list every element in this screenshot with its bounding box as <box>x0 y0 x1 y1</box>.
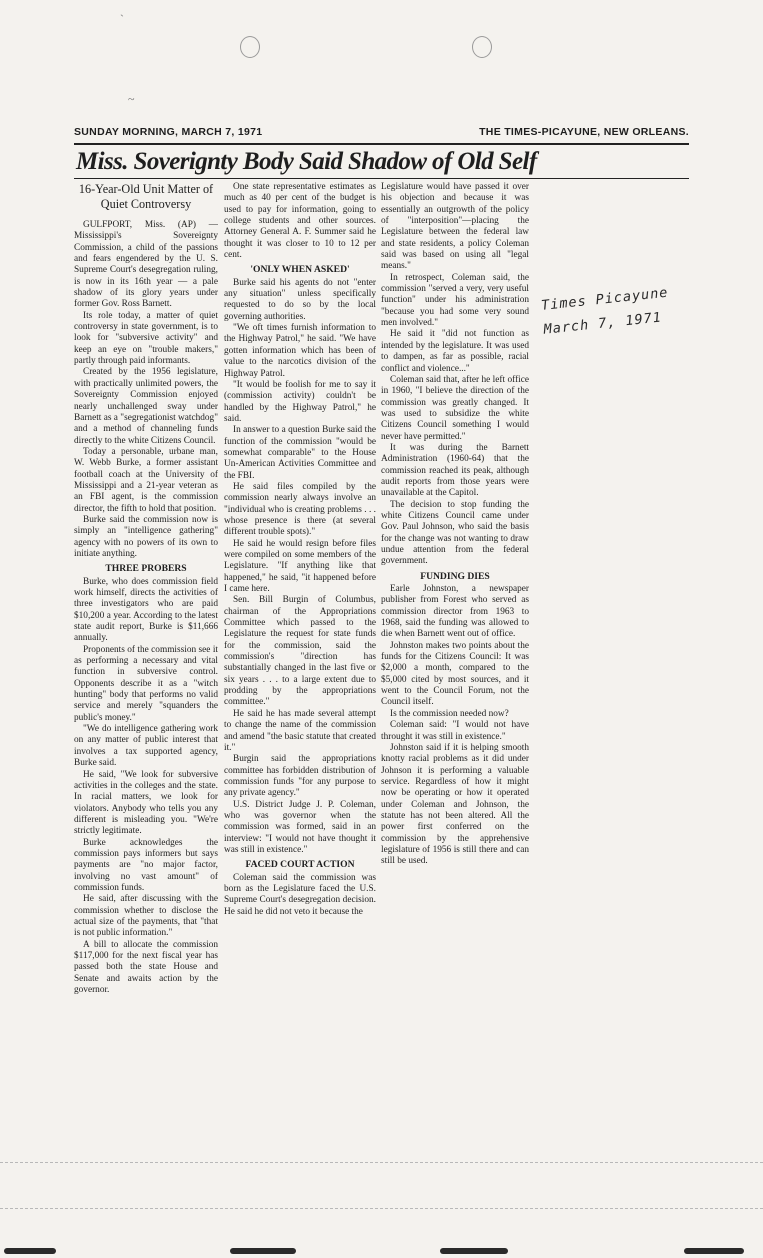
paragraph: In retrospect, Coleman said, the commission "served a very, very useful function" under his administration "because you had some very sound men involved." <box>381 272 529 329</box>
paragraph: Legislature would have passed it over his objection and because it was essentially an outgrowth of the policy of "interposition"—placing the Legislature between the federal law and state residents, a policy Coleman said was based on using all "legal means." <box>381 182 529 272</box>
paragraph: "We oft times furnish information to the Highway Patrol," he said. "We have gotten information which has been of value to the narcotics division of the Highway Patrol. <box>224 323 376 379</box>
paragraph: In answer to a question Burke said the function of the commission "would be somewhat comparable" to the House Un-American Activities Committee and the FBI. <box>224 425 376 481</box>
scan-smudge <box>4 1248 56 1254</box>
paragraph: Proponents of the commission see it as performing a necessary and vital function in subversive control. Opponents describe it as a "witch hunting" body that performs no valid service and merely "squanders the public's money." <box>74 644 218 723</box>
paragraph: It was during the Barnett Administration (1960-64) that the commission reached its peak, although audit reports from those years were unavailable at the Capitol. <box>381 442 529 499</box>
newspaper-name: THE TIMES-PICAYUNE, NEW ORLEANS. <box>479 126 689 138</box>
paragraph: He said, after discussing with the commission whether to disclose the actual size of the payments, that "that is not public information." <box>74 894 218 939</box>
article-column-1 <box>74 182 218 1112</box>
paragraph: Burgin said the appropriations committee has forbidden distribution of commission funds "for any purpose to any private agency." <box>224 754 376 799</box>
paragraph: Is the commission needed now? <box>390 708 509 719</box>
paragraph: He said he has made several attempt to change the name of the commission and amend "the basic statute that created it." <box>224 708 376 753</box>
subhead: THREE PROBERS <box>105 563 187 575</box>
paragraph: Burke acknowledges the commission pays informers but says payments are "no major factor, involving no vast amount" of commission funds. <box>74 837 218 893</box>
page-header <box>74 124 689 140</box>
punch-hole-right <box>472 36 492 58</box>
scan-smudge <box>684 1248 744 1254</box>
scan-mark: ~ <box>128 92 135 106</box>
paragraph: Johnston makes two points about the funds for the Citizens Council: It was $2,000 a month, compared to the $5,000 cited by most sources, and it went to the Council Forum, not the Council itself. <box>381 640 529 708</box>
article-column-3 <box>381 182 529 1012</box>
scan-smudge <box>440 1248 508 1254</box>
subhead: FUNDING DIES <box>420 570 490 582</box>
paragraph: Coleman said that, after he left office in 1960, "I believe the direction of the commission was greatly changed. It was used to subsidize the white Citizens Council something I would never have permitted." <box>381 374 529 442</box>
headline: Miss. Soverignty Body Said Shadow of Old Self <box>76 148 537 175</box>
paragraph: Coleman said the commission was born as the Legislature faced the U.S. Supreme Court's desegregation decision. He said he did not veto it because the <box>224 872 376 917</box>
paragraph: He said it "did not function as intended by the legislature. It was used to dampen, as far as possible, racial conflict and violence..." <box>381 329 529 374</box>
paragraph: GULFPORT, Miss. (AP) — Mississippi's Sovereignty Commission, a child of the passions and fears engendered by the U. S. Supreme Court's desegregation ruling, is now in its 16th year — a pale shadow of its glory years under former Gov. Ross Barnett. <box>74 220 218 310</box>
paragraph: "We do intelligence gathering work on any matter of public interest that involves a tax supported agency, Burke said. <box>74 724 218 769</box>
article-column-2 <box>224 182 376 1012</box>
paragraph: Coleman said: "I would not have throught it was still in existence." <box>381 720 529 742</box>
headline-rule <box>74 178 689 179</box>
article-deck: 16-Year-Old Unit Matter of Quiet Controversy <box>78 182 214 211</box>
scan-mark: ` <box>120 12 124 26</box>
paragraph: Burke, who does commission field work himself, directs the activities of three investigators who are paid $10,200 a year. According to the latest state audit report, Burke is $11,666 annually. <box>74 576 218 644</box>
paragraph: Burke said the commission now is simply an "intelligence gathering" agency with no powers of its own to initiate anything. <box>74 514 218 559</box>
fold-line <box>0 1208 763 1209</box>
subhead: FACED COURT ACTION <box>245 859 355 871</box>
paragraph: He said files compiled by the commission nearly always involve an "individual who is creating problems . . . whose presence is there (at several different trouble spots)." <box>224 481 376 538</box>
paragraph: Earle Johnston, a newspaper publisher from Forest who served as commission director from 1963 to 1968, said the funding was allowed to die when Barnett went out of office. <box>381 584 529 640</box>
subhead: 'ONLY WHEN ASKED' <box>250 264 350 276</box>
paragraph: Created by the 1956 legislature, with practically unlimited powers, the Sovereignty Commission enjoyed nearly unchallenged sway under Barnett as a "segregationist watchdog" and a method of channeling funds directly to the white Citizens Council. <box>74 367 218 446</box>
paragraph: The decision to stop funding the white Citizens Council came under Gov. Paul Johnson, who said the basis for the change was not wanting to draw undue attention from the federal government. <box>381 499 529 567</box>
paragraph: One state representative estimates as much as 40 per cent of the budget is used to pay for information, going to college students and other sources. Attorney General A. F. Summer said he thought it was closer to 10 to 12 per cent. <box>224 182 376 261</box>
paragraph: Its role today, a matter of quiet controversy in state government, is to look for "subversive activity" and keep an eye on "trouble makers," partly through paid informants. <box>74 310 218 367</box>
paragraph: U.S. District Judge J. P. Coleman, who was governor when the commission was formed, said in an interview: "I would not have thought it was still in existence." <box>224 799 376 855</box>
paragraph: Burke said his agents do not "enter any situation" unless specifically requested to do so by the local governing authorities. <box>224 277 376 322</box>
paragraph: Today a personable, urbane man, W. Webb Burke, a former assistant football coach at the University of Mississippi and a 21-year veteran as an FBI agent, is the commission director, the fifth to hold that position. <box>74 446 218 514</box>
handwritten-line: Times Picayune <box>540 284 670 314</box>
paragraph: A bill to allocate the commission $117,000 for the next fiscal year has passed both the state House and Senate and awaits action by the governor. <box>74 939 218 996</box>
paragraph: He said, "We look for subversive activities in the colleges and the state. In racial matters, we look for violators. Anybody who tells you any different is misleading you. "We're strictly legitimate. <box>74 769 218 837</box>
handwritten-line: March 7, 1971 <box>542 309 663 338</box>
handwritten-note <box>540 276 714 342</box>
paragraph: Sen. Bill Burgin of Columbus, chairman of the Appropriations Committee which passed to the Legislature the request for state funds for the commission, said the commission's "direction has substantially changed in the last five or six years . . . to a large extent due to prodding by the appropriations committee." <box>224 595 376 708</box>
issue-date: SUNDAY MORNING, MARCH 7, 1971 <box>74 126 263 138</box>
paragraph: "It would be foolish for me to say it (commission activity) couldn't be handled by the Highway Patrol," he said. <box>224 379 376 424</box>
scan-smudge <box>230 1248 296 1254</box>
fold-line <box>0 1162 763 1163</box>
header-rule <box>74 143 689 145</box>
paragraph: Johnston said if it is helping smooth knotty racial problems as it did under Johnson it is performing a valuable service. Regardless of how it might now be operating or how it operated under Coleman and Johnson, the statute has not been altered. All the power first conferred on the commission by the apprehensive legislature of 1956 is still there and can still be used. <box>381 742 529 867</box>
punch-hole-left <box>240 36 260 58</box>
paragraph: He said he would resign before files were compiled on some members of the Legislature. "If anything like that happened," he said, "it happened before I came here. <box>224 538 376 595</box>
